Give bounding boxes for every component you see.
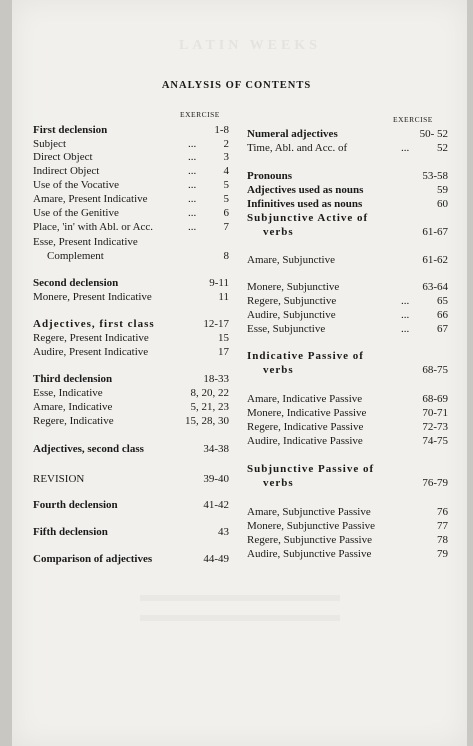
toc-entry-label: Fifth declension	[33, 526, 108, 538]
toc-entry-label: Audire, Indicative Passive	[247, 435, 363, 447]
toc-entry-label: Subject	[33, 138, 66, 150]
toc-entry-label: First declension	[33, 124, 108, 136]
toc-entry-number: 34-38	[203, 443, 229, 455]
toc-entry-label: Esse, Subjunctive	[247, 323, 326, 335]
toc-entry-number: 8	[223, 250, 229, 262]
toc-entry-number: 15, 28, 30	[185, 415, 229, 427]
toc-entry-number: 68-75	[422, 364, 448, 376]
page-title: ANALYSIS OF CONTENTS	[161, 80, 312, 91]
toc-entry-label: Regere, Indicative Passive	[247, 421, 364, 433]
toc-entry-number: 72-73	[422, 421, 448, 433]
toc-entry-label: Fourth declension	[33, 499, 118, 511]
toc-entry-dots: ...	[188, 221, 197, 233]
toc-entry-label: Audire, Present Indicative	[33, 346, 149, 358]
toc-entry-dots: ...	[188, 151, 197, 163]
toc-entry-number: 8, 20, 22	[190, 387, 229, 399]
toc-entry-label: Use of the Genitive	[33, 207, 119, 219]
toc-entry-label: Monere, Subjunctive Passive	[247, 520, 376, 532]
toc-entry-label: Second declension	[33, 277, 119, 289]
toc-entry-number: 41-42	[203, 499, 229, 511]
toc-entry-label: verbs	[263, 477, 294, 489]
toc-entry-label: Numeral adjectives	[247, 128, 338, 140]
toc-entry-number: 77	[437, 520, 448, 532]
toc-entry-label: Regere, Subjunctive Passive	[247, 534, 372, 546]
toc-entry-number: 2	[223, 138, 229, 150]
bleed-through-text	[140, 615, 340, 621]
toc-entry-dots: ...	[188, 179, 197, 191]
toc-entry-label: Direct Object	[33, 151, 93, 163]
toc-entry-dots: ...	[401, 142, 410, 154]
toc-entry-number: 63-64	[422, 281, 448, 293]
toc-entry-label: Amare, Present Indicative	[33, 193, 148, 205]
toc-entry-number: 17	[218, 346, 229, 358]
toc-entry-label: Time, Abl. and Acc. of	[247, 142, 348, 154]
toc-entry-label: Monere, Subjunctive	[247, 281, 340, 293]
toc-entry-label: Audire, Subjunctive	[247, 309, 336, 321]
toc-entry-dots: ...	[188, 165, 197, 177]
toc-entry-number: 7	[223, 221, 229, 233]
toc-entry-number: 78	[437, 534, 448, 546]
toc-entry-number: 4	[223, 165, 229, 177]
toc-entry-label: Esse, Present Indicative	[33, 236, 138, 248]
toc-entry-number: 65	[437, 295, 448, 307]
toc-entry-number: 44-49	[203, 553, 229, 565]
toc-entry-label: Adjectives, first class	[33, 318, 155, 330]
toc-entry-label: verbs	[263, 226, 294, 238]
toc-entry-number: 5, 21, 23	[190, 401, 229, 413]
toc-entry-label: Complement	[47, 250, 104, 262]
toc-entry-number: 66	[437, 309, 448, 321]
right-column-header: EXERCISE	[393, 115, 433, 124]
toc-entry-number: 1-8	[214, 124, 229, 136]
toc-entry-number: 5	[223, 179, 229, 191]
toc-entry-label: Amare, Indicative	[33, 401, 113, 413]
toc-entry-number: 52	[437, 142, 448, 154]
toc-entry-label: Monere, Indicative Passive	[247, 407, 367, 419]
toc-entry-dots: ...	[188, 193, 197, 205]
toc-entry-label: Indirect Object	[33, 165, 100, 177]
toc-entry-label: Amare, Subjunctive Passive	[247, 506, 371, 518]
toc-entry-number: 43	[218, 526, 229, 538]
left-column-header: EXERCISE	[180, 110, 220, 119]
toc-entry-number: 59	[437, 184, 448, 196]
toc-entry-label: Amare, Indicative Passive	[247, 393, 363, 405]
toc-entry-number: 12-17	[203, 318, 229, 330]
bleed-through-title: LATIN WEEKS	[179, 38, 321, 53]
toc-entry-label: Pronouns	[247, 170, 293, 182]
toc-entry-number: 76-79	[422, 477, 448, 489]
toc-entry-number: 76	[437, 506, 448, 518]
toc-entry-label: Audire, Subjunctive Passive	[247, 548, 372, 560]
toc-entry-label: Third declension	[33, 373, 113, 385]
toc-entry-number: 53-58	[422, 170, 448, 182]
toc-entry-number: 61-62	[422, 254, 448, 266]
bleed-through-text	[140, 595, 340, 601]
toc-entry-number: 70-71	[422, 407, 448, 419]
toc-entry-label: Indicative Passive of	[247, 350, 364, 362]
toc-entry-dots: ...	[188, 138, 197, 150]
toc-entry-dots: ...	[401, 323, 410, 335]
toc-entry-label: Use of the Vocative	[33, 179, 120, 191]
toc-entry-label: Subjunctive Active of	[247, 212, 369, 224]
toc-entry-dots: ...	[401, 295, 410, 307]
toc-entry-number: 60	[437, 198, 448, 210]
toc-entry-number: 79	[437, 548, 448, 560]
toc-entry-number: 18-33	[203, 373, 229, 385]
toc-entry-dots: ...	[401, 309, 410, 321]
toc-entry-number: 68-69	[422, 393, 448, 405]
toc-entry-label: Amare, Subjunctive	[247, 254, 335, 266]
toc-entry-label: Monere, Present Indicative	[33, 291, 152, 303]
toc-entry-label: Infinitives used as nouns	[247, 198, 363, 210]
toc-entry-label: Comparison of adjectives	[33, 553, 153, 565]
toc-entry-label: Place, 'in' with Abl. or Acc.	[33, 221, 154, 233]
toc-entry-label: verbs	[263, 364, 294, 376]
toc-entry-number: 5	[223, 193, 229, 205]
toc-entry-dots: ...	[188, 207, 197, 219]
toc-entry-number: 11	[218, 291, 229, 303]
toc-entry-label: Regere, Subjunctive	[247, 295, 337, 307]
toc-entry-number: 3	[223, 151, 229, 163]
toc-entry-label: Adjectives, second class	[33, 443, 144, 455]
toc-entry-number: 15	[218, 332, 229, 344]
toc-entry-label: Subjunctive Passive of	[247, 463, 375, 475]
toc-entry-label: REVISION	[33, 473, 85, 485]
toc-entry-number: 9-11	[209, 277, 229, 289]
toc-entry-label: Esse, Indicative	[33, 387, 103, 399]
toc-entry-number: 61-67	[422, 226, 448, 238]
toc-entry-label: Regere, Indicative	[33, 415, 114, 427]
toc-entry-label: Adjectives used as nouns	[247, 184, 364, 196]
toc-entry-number: 6	[223, 207, 229, 219]
toc-entry-number: 67	[437, 323, 448, 335]
toc-entry-number: 50- 52	[419, 128, 448, 140]
toc-entry-label: Regere, Present Indicative	[33, 332, 149, 344]
toc-entry-number: 39-40	[203, 473, 229, 485]
toc-entry-number: 74-75	[422, 435, 448, 447]
